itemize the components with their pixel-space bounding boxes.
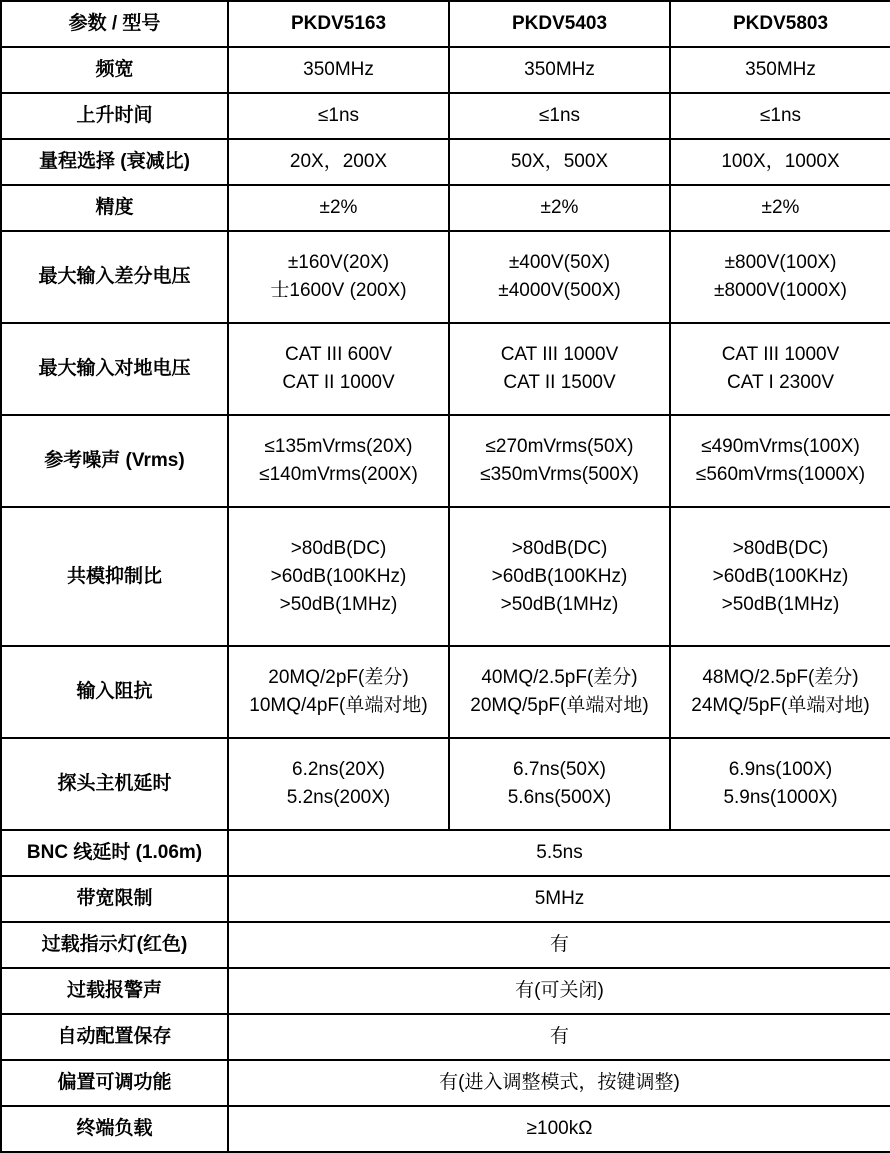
cell-line: >80dB(DC) xyxy=(732,537,829,559)
table-row xyxy=(1,415,890,507)
cell-line: ±800V(100X) xyxy=(724,252,837,273)
spec-value xyxy=(228,323,449,415)
spec-table-body xyxy=(1,47,890,1152)
cell-line: CAT II 1500V xyxy=(503,372,616,393)
spec-value xyxy=(228,185,449,231)
cell-line: >50dB(1MHz) xyxy=(279,593,398,615)
spec-value xyxy=(670,47,890,93)
cell-line: 20MQ/5pF(单端对地) xyxy=(470,695,649,716)
row-label: 探头主机延时 xyxy=(1,738,228,830)
row-label: 过载报警声 xyxy=(1,968,228,1014)
spec-value xyxy=(670,231,890,323)
row-label: BNC 线延时 (1.06m) xyxy=(1,830,228,876)
spec-value-merged xyxy=(228,1060,890,1106)
cell-line: 有(进入调整模式，按键调整) xyxy=(439,1072,680,1093)
table-row xyxy=(1,47,890,93)
cell-line: ±160V(20X) xyxy=(287,252,390,273)
table-row xyxy=(1,876,890,922)
spec-value xyxy=(670,323,890,415)
table-row xyxy=(1,231,890,323)
spec-value-merged xyxy=(228,830,890,876)
spec-value-merged xyxy=(228,1106,890,1152)
spec-value xyxy=(228,231,449,323)
spec-value xyxy=(449,738,670,830)
cell-line: 50X，500X xyxy=(510,151,609,172)
table-row xyxy=(1,93,890,139)
table-row xyxy=(1,646,890,738)
table-row xyxy=(1,1014,890,1060)
cell-line: 有 xyxy=(549,1026,569,1047)
cell-line: ±2% xyxy=(761,197,800,218)
cell-line: 5MHz xyxy=(534,888,585,909)
header-row xyxy=(1,1,890,47)
spec-value xyxy=(449,646,670,738)
spec-value xyxy=(228,47,449,93)
cell-line: 350MHz xyxy=(745,59,816,80)
table-row xyxy=(1,139,890,185)
row-label: 参考噪声 (Vrms) xyxy=(1,415,228,507)
spec-value xyxy=(449,323,670,415)
spec-value-merged xyxy=(228,876,890,922)
cell-line: ±8000V(1000X) xyxy=(714,280,847,301)
cell-line: CAT II 1000V xyxy=(282,372,395,393)
spec-value xyxy=(670,507,890,646)
cell-line: ≤490mVrms(100X) xyxy=(701,436,860,457)
cell-line: 20X，200X xyxy=(289,151,388,172)
spec-value xyxy=(670,415,890,507)
spec-value xyxy=(670,738,890,830)
cell-line: 士1600V (200X) xyxy=(270,280,407,301)
cell-line: 有 xyxy=(549,934,569,955)
table-row xyxy=(1,830,890,876)
cell-line: >50dB(1MHz) xyxy=(721,593,840,615)
row-label: 精度 xyxy=(1,185,228,231)
row-label: 频宽 xyxy=(1,47,228,93)
spec-value xyxy=(670,93,890,139)
row-label: 输入阻抗 xyxy=(1,646,228,738)
spec-value xyxy=(228,93,449,139)
row-label: 量程选择 (衰减比) xyxy=(1,139,228,185)
spec-value xyxy=(449,47,670,93)
cell-line: ≤350mVrms(500X) xyxy=(480,464,639,485)
spec-value xyxy=(449,93,670,139)
spec-value xyxy=(228,415,449,507)
cell-line: ≤135mVrms(20X) xyxy=(264,436,413,457)
row-label: 自动配置保存 xyxy=(1,1014,228,1060)
cell-line: 24MQ/5pF(单端对地) xyxy=(691,695,870,716)
cell-line: ≤1ns xyxy=(538,105,581,126)
cell-line: 6.9ns(100X) xyxy=(728,759,833,780)
spec-value-merged xyxy=(228,922,890,968)
spec-value xyxy=(449,415,670,507)
cell-line: 有(可关闭) xyxy=(515,980,604,1001)
table-row xyxy=(1,922,890,968)
cell-line: 20MQ/2pF(差分) xyxy=(268,667,409,688)
cell-line: ≤1ns xyxy=(759,105,802,126)
cell-line: CAT III 600V xyxy=(284,344,392,365)
cell-line: 350MHz xyxy=(524,59,595,80)
cell-line: 48MQ/2.5pF(差分) xyxy=(702,667,859,688)
cell-line: 10MQ/4pF(单端对地) xyxy=(249,695,428,716)
cell-line: >50dB(1MHz) xyxy=(500,593,619,615)
cell-line: CAT I 2300V xyxy=(726,372,835,393)
cell-line: ≥100kΩ xyxy=(526,1118,593,1139)
cell-line: CAT III 1000V xyxy=(721,344,840,365)
row-label: 带宽限制 xyxy=(1,876,228,922)
row-label: 最大输入对地电压 xyxy=(1,323,228,415)
header-model-2: PKDV5403 xyxy=(449,1,670,47)
cell-line: ±2% xyxy=(540,197,579,218)
spec-value-merged xyxy=(228,1014,890,1060)
cell-line: >80dB(DC) xyxy=(511,537,608,559)
header-model-3: PKDV5803 xyxy=(670,1,890,47)
cell-line: ≤140mVrms(200X) xyxy=(259,464,418,485)
cell-line: ≤270mVrms(50X) xyxy=(485,436,634,457)
cell-line: ±400V(50X) xyxy=(508,252,611,273)
spec-value xyxy=(670,185,890,231)
header-param-model: 参数 / 型号 xyxy=(1,1,228,47)
row-label: 最大输入差分电压 xyxy=(1,231,228,323)
cell-line: 5.2ns(200X) xyxy=(286,787,391,808)
header-model-1: PKDV5163 xyxy=(228,1,449,47)
row-label: 共模抑制比 xyxy=(1,507,228,646)
cell-line: 6.7ns(50X) xyxy=(513,759,606,780)
row-label: 过载指示灯(红色) xyxy=(1,922,228,968)
cell-line: 6.2ns(20X) xyxy=(292,759,385,780)
cell-line: 5.6ns(500X) xyxy=(507,787,612,808)
cell-line: >60dB(100KHz) xyxy=(712,565,849,587)
cell-line: 40MQ/2.5pF(差分) xyxy=(481,667,638,688)
row-label: 偏置可调功能 xyxy=(1,1060,228,1106)
cell-line: >60dB(100KHz) xyxy=(270,565,407,587)
row-label: 终端负载 xyxy=(1,1106,228,1152)
cell-line: >80dB(DC) xyxy=(290,537,387,559)
spec-value xyxy=(670,646,890,738)
cell-line: ±2% xyxy=(319,197,358,218)
cell-line: >60dB(100KHz) xyxy=(491,565,628,587)
cell-line: CAT III 1000V xyxy=(500,344,619,365)
table-row xyxy=(1,1060,890,1106)
cell-line: ≤1ns xyxy=(317,105,360,126)
cell-line: 350MHz xyxy=(303,59,374,80)
spec-value xyxy=(449,507,670,646)
spec-value xyxy=(670,139,890,185)
spec-value xyxy=(228,646,449,738)
table-row xyxy=(1,507,890,646)
cell-line: ≤560mVrms(1000X) xyxy=(695,464,866,485)
spec-value xyxy=(228,738,449,830)
spec-value xyxy=(449,139,670,185)
cell-line: 100X，1000X xyxy=(721,151,840,172)
spec-value xyxy=(449,231,670,323)
spec-value xyxy=(449,185,670,231)
table-row xyxy=(1,185,890,231)
table-row xyxy=(1,738,890,830)
table-row xyxy=(1,968,890,1014)
cell-line: 5.5ns xyxy=(536,842,583,863)
spec-value-merged xyxy=(228,968,890,1014)
table-row xyxy=(1,1106,890,1152)
cell-line: 5.9ns(1000X) xyxy=(723,787,838,808)
row-label: 上升时间 xyxy=(1,93,228,139)
spec-value xyxy=(228,507,449,646)
table-row xyxy=(1,323,890,415)
spec-value xyxy=(228,139,449,185)
cell-line: ±4000V(500X) xyxy=(498,280,621,301)
